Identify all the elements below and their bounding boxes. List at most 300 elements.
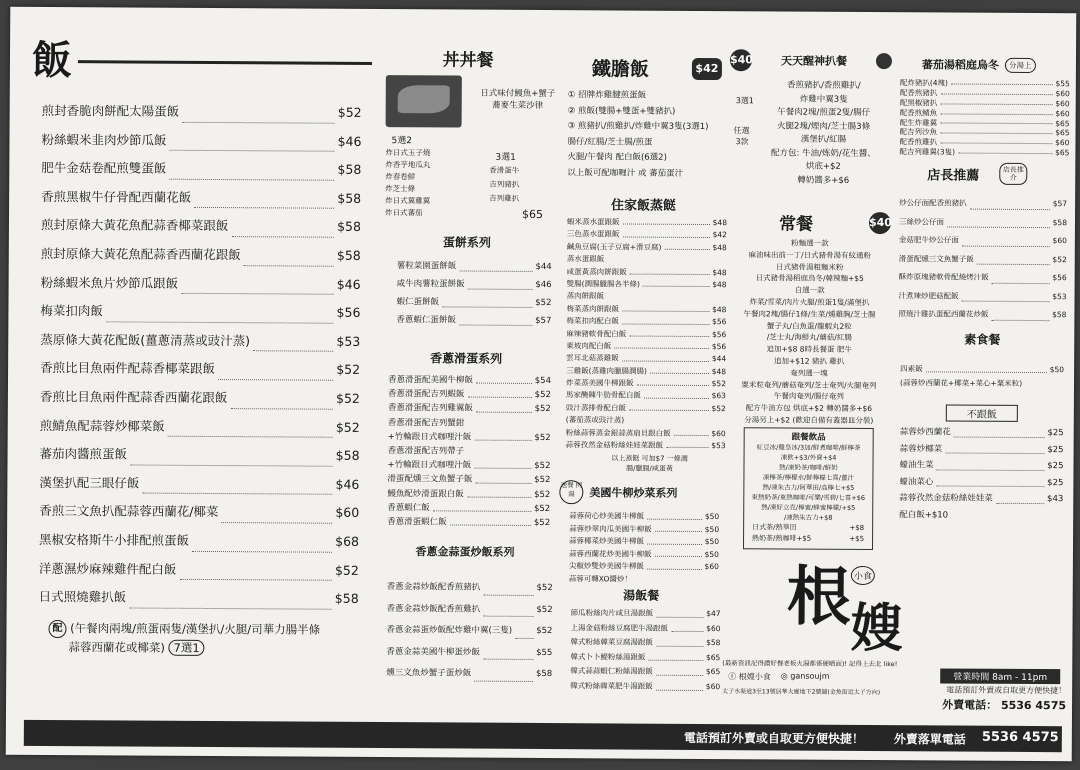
leader-dots bbox=[936, 457, 1044, 470]
menu-item bbox=[40, 411, 360, 442]
food-icon bbox=[876, 53, 892, 69]
item-price: $63 bbox=[711, 391, 726, 401]
menu-item bbox=[397, 275, 552, 294]
item-price: $42 bbox=[712, 230, 727, 240]
text-line: 炸春卷鮮 bbox=[385, 172, 416, 182]
leader-dots bbox=[622, 316, 709, 325]
eel-fish-icon bbox=[398, 85, 450, 113]
text-line: 自選一款 bbox=[794, 285, 825, 295]
menu-item bbox=[899, 507, 1063, 525]
drink-name: 熱奶茶/熱咖啡+$5 bbox=[752, 534, 812, 543]
menu-item bbox=[899, 490, 1063, 508]
item-price: $56 bbox=[712, 317, 727, 327]
item-price: $25 bbox=[1047, 477, 1064, 488]
menu-sheet bbox=[6, 7, 1077, 761]
item-name: 蒜蓉炒椰菜 bbox=[899, 443, 943, 454]
regular-list bbox=[724, 237, 895, 427]
phone-label: 外賣電話： bbox=[942, 698, 998, 712]
menu-item bbox=[387, 599, 553, 622]
leader-dots bbox=[474, 430, 531, 441]
item-name: 香煎比目魚兩件配蒜香椰菜跟飯 bbox=[40, 360, 216, 377]
tiantian-opt3: 3選1 bbox=[735, 96, 754, 106]
leader-dots bbox=[970, 195, 1050, 210]
leader-dots bbox=[954, 425, 1045, 438]
choose-5: 5選2 bbox=[391, 136, 412, 147]
leader-dots bbox=[936, 474, 1044, 487]
item-price: $47 bbox=[706, 609, 721, 619]
item-name: 香蔥金蒜炒飯配香煎雞扒 bbox=[386, 603, 481, 615]
item-price: $50 bbox=[704, 512, 720, 522]
menu-item bbox=[567, 278, 727, 291]
item-name: 香煎比目魚兩件配蒜香西蘭花跟飯 bbox=[39, 388, 228, 406]
text-line: 東熱奶茶/東熱咖啡/可樂/雪碧/七喜+$6 bbox=[751, 493, 866, 502]
leader-dots bbox=[476, 402, 532, 413]
menu-item bbox=[900, 376, 1064, 391]
text-line: ① 招牌炸雞腱煎蛋飯 bbox=[567, 90, 647, 101]
leader-dots bbox=[947, 213, 1050, 228]
side-icon: 配 bbox=[48, 619, 66, 637]
item-price: $57 bbox=[1052, 199, 1068, 209]
item-price: $43 bbox=[1047, 494, 1064, 505]
leader-dots bbox=[244, 241, 334, 266]
menu-item bbox=[41, 240, 361, 271]
facebook-icon[interactable]: ⓕ 根嫂小食 bbox=[728, 672, 771, 682]
leader-dots bbox=[515, 621, 533, 639]
text-line: ③ 煎豬扒/煎雞扒/炸雞中翼3隻(3選1) bbox=[567, 121, 709, 133]
leader-dots bbox=[622, 303, 709, 312]
item-name: 滑蛋配燻三文魚蟹子飯 bbox=[387, 474, 473, 485]
item-name: 韓式蒜蒜蝦仁粉絲湯跟飯 bbox=[570, 666, 653, 677]
item-price: $46 bbox=[335, 476, 360, 492]
item-name: 香蔥滑蛋配吉列雞翼飯 bbox=[387, 403, 473, 414]
menu-item bbox=[571, 606, 721, 622]
menu-item bbox=[40, 383, 360, 414]
drinks-box bbox=[743, 427, 874, 550]
item-price: $58 bbox=[334, 590, 359, 606]
leader-dots bbox=[671, 621, 703, 632]
item-name: 金菇肥牛炒公仔面 bbox=[898, 235, 959, 245]
menu-item bbox=[388, 387, 551, 402]
menu-item bbox=[39, 583, 359, 614]
item-name: 蒜蓉炒翠肉瓜美國牛柳飯 bbox=[569, 523, 652, 534]
item-price: $60 bbox=[706, 623, 721, 633]
menu-item bbox=[570, 621, 720, 637]
item-price: $54 bbox=[534, 375, 552, 387]
leader-dots bbox=[106, 297, 334, 323]
leader-dots bbox=[945, 441, 1044, 454]
donburi-list-3 bbox=[489, 164, 557, 206]
item-price: $48 bbox=[712, 267, 727, 277]
item-price: $60 bbox=[1052, 236, 1067, 246]
item-name: 香蔥滑蛋配吉列蝦飯 bbox=[387, 389, 465, 400]
menu-item bbox=[39, 440, 359, 471]
leader-dots bbox=[940, 128, 1052, 135]
leader-dots bbox=[655, 523, 702, 532]
choose-3: 3選1 bbox=[495, 152, 516, 163]
column-five bbox=[898, 12, 1070, 713]
item-price: $52 bbox=[533, 503, 551, 514]
item-name: 漢堡扒配三眼仔飯 bbox=[39, 474, 140, 491]
menu-item bbox=[570, 679, 720, 695]
text-line: /凍熱朱古力+$8 bbox=[783, 513, 833, 522]
item-price: $65 bbox=[705, 667, 721, 677]
tiantian-opt-free: 任選 bbox=[733, 126, 750, 136]
text-line: 午餐肉2塊/腸仔1條/生菜/燻雞胸/芝士腸 bbox=[743, 309, 876, 319]
item-price: $58 bbox=[337, 219, 362, 235]
leader-dots bbox=[622, 216, 709, 225]
text-line: 香煎豬扒/香煎雞扒/ bbox=[786, 80, 861, 91]
menu-item bbox=[899, 457, 1063, 475]
item-name: 粉絲蝦米韭肉炒節瓜飯 bbox=[41, 131, 167, 148]
item-price: $57 bbox=[535, 315, 552, 327]
text-line: 火腿/午餐肉 配白飯(6選2) bbox=[567, 152, 667, 163]
menu-item bbox=[569, 535, 719, 549]
item-name: 香蔥滑蛋配吉列蟹鉗 bbox=[387, 417, 465, 429]
item-name: 煎封原條大黃花魚配蒜香西蘭花跟飯 bbox=[40, 245, 241, 263]
phone-line bbox=[894, 696, 1066, 713]
item-name: 蒜蓉可轉XO醬炒！ bbox=[568, 574, 632, 584]
item-name: 燻三文魚炒蟹子蛋炒飯 bbox=[386, 668, 472, 679]
title-rule bbox=[78, 60, 372, 65]
item-name: 黑椒安格斯牛小排配煎蛋飯 bbox=[38, 531, 190, 548]
drink-row bbox=[752, 522, 864, 534]
item-price: $58 bbox=[706, 638, 721, 648]
item-name: 香蔥滑蛋配美國牛柳飯 bbox=[387, 375, 474, 386]
item-name: 雙腸(潤腸臘腸各半條) bbox=[566, 279, 640, 289]
item-price: $58 bbox=[1052, 310, 1067, 320]
menu-item bbox=[387, 577, 553, 600]
leader-dots bbox=[666, 440, 708, 449]
menu-item bbox=[570, 650, 720, 666]
menu-item bbox=[567, 241, 727, 254]
text-line: 炸菜/雪菜/肉片火腿/煎蛋1隻/滿堡扒 bbox=[749, 297, 870, 307]
drink-name: 日式茶/熱華田 bbox=[752, 523, 797, 532]
text-line: 熱/凍朱古力/阿華田/高檸七+$5 bbox=[762, 483, 855, 492]
chef-title: 店長推薦 bbox=[927, 167, 980, 184]
leader-dots bbox=[940, 108, 1052, 115]
menu-item bbox=[567, 216, 727, 229]
menu-item bbox=[898, 287, 1066, 307]
rice-note-line1: (午餐肉兩塊/煎蛋兩隻/漢堡扒/火腿/司華力腸半條 bbox=[70, 621, 321, 637]
menu-item bbox=[566, 439, 726, 452]
text-line: 炸雞中翼3隻 bbox=[799, 94, 848, 105]
scramble-list bbox=[387, 373, 551, 530]
brand-char-2: 嫂 bbox=[850, 597, 903, 660]
item-name: 香煎三文魚扒配蒜蓉西蘭花/椰菜 bbox=[39, 503, 219, 520]
menu-item bbox=[386, 620, 552, 643]
leader-dots bbox=[433, 501, 531, 512]
leader-dots bbox=[977, 250, 1050, 265]
item-price: $52 bbox=[534, 404, 551, 415]
udon-list bbox=[899, 78, 1069, 158]
leader-dots bbox=[962, 287, 1050, 302]
leader-dots bbox=[629, 402, 709, 411]
item-price: $56 bbox=[336, 304, 361, 321]
brand-char-1: 根 bbox=[786, 559, 851, 635]
leader-dots bbox=[647, 536, 702, 545]
leader-dots bbox=[629, 328, 709, 337]
menu-item bbox=[386, 663, 552, 686]
item-price: $52 bbox=[335, 419, 360, 435]
drinks-title: 跟餐飲品 bbox=[791, 432, 826, 443]
item-price: $60 bbox=[704, 562, 719, 572]
leader-dots bbox=[996, 491, 1044, 504]
menu-item bbox=[387, 458, 550, 473]
regular-title: 常餐 bbox=[778, 214, 814, 235]
text-line: 香滑蛋牛 bbox=[489, 165, 520, 175]
text-line: 奄列選一塊 bbox=[790, 368, 828, 378]
item-price: $25 bbox=[1047, 428, 1064, 439]
item-name: 蒸原條大黃花配飯(薑蔥清蒸或豉汁蒸) bbox=[40, 331, 251, 348]
item-price: $46 bbox=[337, 133, 362, 149]
text-line: 炸日式玉子燒 bbox=[385, 148, 431, 158]
phone-number[interactable]: 5536 4575 bbox=[1000, 698, 1067, 713]
leader-dots bbox=[474, 459, 531, 470]
item-price: $58 bbox=[337, 161, 362, 178]
donburi-list-5 bbox=[385, 147, 465, 219]
item-price: $50 bbox=[1049, 365, 1065, 375]
leader-dots bbox=[656, 607, 703, 618]
menu-item bbox=[899, 268, 1067, 288]
footer-note: 電話預訂外賣或自取更方便快捷！ bbox=[683, 730, 864, 746]
item-price: $48 bbox=[712, 279, 727, 290]
menu-item bbox=[569, 561, 719, 575]
leader-dots bbox=[194, 184, 334, 209]
leader-dots bbox=[656, 636, 703, 647]
tiantian-price: $40 bbox=[730, 49, 752, 71]
item-name: 配香煎豬扒 bbox=[899, 88, 938, 98]
leader-dots bbox=[650, 365, 709, 374]
item-price: $65 bbox=[1055, 128, 1070, 138]
menu-item bbox=[40, 326, 360, 357]
facebook-handle: 根嫂小食 bbox=[738, 672, 771, 682]
column-two bbox=[378, 9, 558, 680]
teppan-list bbox=[567, 88, 730, 182]
leader-dots bbox=[656, 680, 703, 691]
item-name: 雲耳北菇蒸雞飯 bbox=[566, 353, 619, 363]
menu-item bbox=[567, 253, 727, 266]
leader-dots bbox=[483, 599, 533, 617]
item-name: 蝦仁蛋餅飯 bbox=[396, 297, 440, 308]
item-price: $52 bbox=[711, 403, 726, 413]
item-name: 四素飯 bbox=[900, 364, 923, 374]
scramble-title: 香蔥滑蛋系列 bbox=[430, 351, 503, 366]
rice-note bbox=[48, 619, 358, 657]
item-price: $52 bbox=[534, 432, 551, 443]
item-name: 蠔油生菜 bbox=[899, 460, 934, 471]
phone-note: 電話預訂外賣或自取更方便快捷！ bbox=[946, 685, 1067, 696]
menu-item bbox=[569, 523, 719, 537]
menu-item bbox=[388, 444, 551, 459]
menu-item bbox=[42, 97, 362, 128]
item-name: 馬家醃陳牛肋骨配白飯 bbox=[565, 390, 641, 401]
item-name: 咸蛋黃蒸肉餅跟飯 bbox=[566, 266, 627, 277]
item-price: $46 bbox=[336, 276, 361, 292]
item-price: $52 bbox=[534, 489, 551, 500]
regular-price: $40 bbox=[869, 212, 891, 234]
soup-meal-title: 湯飯餐 bbox=[623, 588, 660, 603]
item-name: 洋蔥濕炒麻辣雞件配白飯 bbox=[38, 560, 177, 577]
leader-dots bbox=[483, 578, 533, 596]
leader-dots bbox=[940, 98, 1052, 105]
item-price: $25 bbox=[1047, 444, 1064, 455]
leader-dots bbox=[622, 229, 709, 238]
leader-dots bbox=[442, 293, 532, 308]
text-line: 吉列豬扒 bbox=[489, 179, 520, 189]
item-name: 配炸豬扒(4塊) bbox=[899, 78, 948, 88]
item-price: $65 bbox=[705, 652, 721, 662]
item-name: 粉絲蒜蓉蒸金銀蒜蒸扇貝跟白飯 bbox=[565, 427, 671, 438]
menu-item bbox=[386, 642, 552, 665]
item-name: 香蔥滑蛋蝦仁飯 bbox=[387, 516, 447, 528]
menu-item bbox=[566, 315, 726, 328]
item-name: 煎鯖魚配蒜蓉炒椰菜飯 bbox=[39, 417, 165, 434]
udon-tag: 分湯上 bbox=[1005, 57, 1036, 72]
item-price: $53 bbox=[336, 333, 361, 349]
teppan-price: $42 bbox=[692, 57, 722, 79]
item-name: +竹輪跟日式咖哩汁飯 bbox=[387, 431, 472, 443]
item-name: 鹹魚豆腐(玉子豆腐+滑豆腐) bbox=[566, 241, 662, 252]
menu-item bbox=[899, 147, 1069, 158]
menu-item bbox=[566, 390, 726, 403]
no-rice-list bbox=[899, 424, 1064, 524]
item-name: 照燒汁雞扒蛋配西蘭花炒飯 bbox=[898, 309, 989, 319]
text-line: 凍飲+$3/外賣+$4 bbox=[780, 453, 837, 462]
claypot-title: 住家飯蒸餸 bbox=[611, 198, 677, 214]
rice-note-badge: 7選1 bbox=[168, 639, 204, 655]
item-price: $46 bbox=[535, 279, 552, 291]
item-price: $56 bbox=[711, 341, 727, 352]
item-name: 煎封原條大黃花魚配蒜香椰菜跟飯 bbox=[40, 217, 229, 234]
item-name: 配吉列沙魚 bbox=[899, 127, 938, 137]
leader-dots bbox=[992, 269, 1050, 284]
drink-price: +$8 bbox=[849, 523, 865, 532]
item-price: $60 bbox=[1055, 108, 1070, 118]
item-name: 香蔥金蒜炒飯配香煎豬扒 bbox=[386, 582, 481, 593]
menu-item bbox=[396, 311, 551, 330]
item-name: 蒜蓉西蘭花炒美國牛柳飯 bbox=[568, 548, 652, 559]
instagram-handle: gansoujm bbox=[790, 671, 830, 681]
item-name: 煎封香脆肉餅配太陽蛋飯 bbox=[41, 102, 180, 119]
item-name: 粉絲蝦米魚片炒節瓜跟飯 bbox=[40, 274, 179, 291]
item-price: $52 bbox=[334, 562, 359, 578]
text-line: 炸日式翼雞翼 bbox=[385, 196, 431, 206]
omelet-list bbox=[396, 257, 551, 330]
menu-item bbox=[566, 427, 726, 440]
leader-dots bbox=[475, 473, 531, 484]
menu-item bbox=[900, 424, 1064, 442]
rice-list bbox=[39, 97, 362, 614]
address: 太子水渠道3至13號居華大廈地下2號舖(金魚街近太子方向) bbox=[722, 688, 881, 697]
item-price: $52 bbox=[534, 475, 551, 486]
item-price: $52 bbox=[536, 625, 553, 637]
item-price: $52 bbox=[337, 104, 362, 120]
leader-dots bbox=[647, 561, 702, 570]
leader-dots bbox=[253, 327, 334, 352]
opening-hours: 營業時間 8am - 11pm bbox=[940, 668, 1060, 684]
leader-dots bbox=[962, 232, 1050, 247]
menu-item bbox=[900, 362, 1064, 377]
instagram-icon[interactable]: ◎ gansoujm bbox=[780, 671, 830, 681]
text-line: 以上飯可配咖喱汁 或 蕃茄蛋汁 bbox=[567, 167, 684, 179]
soup-badge: 送餐 例湯 bbox=[559, 480, 583, 504]
item-name: 上湯金菇粉絲豆腐肥牛湯跟飯 bbox=[570, 622, 669, 633]
leader-dots bbox=[656, 665, 703, 676]
teppan-header bbox=[572, 54, 722, 82]
chef-list bbox=[898, 194, 1067, 325]
item-name: 三雞飯(蒸雞肉臘腸潤腸) bbox=[566, 365, 647, 376]
text-line: 追加+$8 8時長餐蛋 肥牛 bbox=[766, 344, 852, 355]
footer-phone[interactable]: 5536 4575 bbox=[981, 729, 1059, 746]
leader-dots bbox=[221, 498, 332, 523]
item-price: $50 bbox=[704, 524, 720, 534]
menu-item bbox=[39, 469, 359, 500]
item-price: $44 bbox=[711, 354, 727, 364]
menu-item bbox=[388, 401, 551, 416]
menu-item bbox=[899, 474, 1063, 492]
item-name: 蒜蓉椰菜炒美國牛柳飯 bbox=[569, 536, 645, 546]
beef-list bbox=[569, 510, 719, 586]
item-name: 蒸水蛋跟飯 bbox=[566, 254, 605, 264]
leader-dots bbox=[459, 311, 532, 325]
item-name: 節瓜粉絲肉片咸旦湯跟飯 bbox=[570, 608, 654, 618]
text-line: 粉麵選一款 bbox=[791, 238, 829, 248]
menu-item bbox=[899, 250, 1067, 270]
text-line: 午餐肉2塊/煎蛋2隻/腸仔 bbox=[777, 107, 871, 119]
item-name: 薯粒菜園蛋餅飯 bbox=[396, 261, 457, 272]
item-name: 酥炸原塊豬軟骨配燒烤汁飯 bbox=[898, 272, 989, 282]
item-name: 韓式粉絲韓菜肥牛湯跟飯 bbox=[570, 681, 653, 691]
item-price: $52 bbox=[336, 390, 360, 406]
donburi-box-title: 日式味付鰻魚+蟹子蕎麥生菜沙律 bbox=[480, 88, 556, 112]
item-price: $53 bbox=[711, 441, 726, 451]
leader-dots bbox=[643, 279, 709, 288]
beef-title: 美國牛柳炒菜系列 bbox=[589, 486, 678, 500]
item-name: 麻辣豬軟骨配白飯 bbox=[566, 328, 627, 339]
leader-dots bbox=[474, 664, 533, 682]
drink-price: +$5 bbox=[849, 534, 865, 543]
menu-item bbox=[566, 340, 726, 353]
leader-dots bbox=[940, 138, 1052, 145]
item-price: $52 bbox=[534, 461, 551, 472]
teppan-title: 鐵膽飯 bbox=[591, 58, 650, 81]
veg-list bbox=[900, 362, 1064, 391]
text-line: 火腿2塊/煙肉/芝士腸3條 bbox=[777, 120, 871, 132]
column-four bbox=[722, 11, 903, 697]
item-name: 尖椒炒雙炒美國牛柳飯 bbox=[568, 561, 644, 572]
regular-header bbox=[765, 209, 891, 235]
item-name: 香蔥蝦仁飯 bbox=[387, 502, 430, 514]
item-name: 豉汁蒸排骨配白飯 bbox=[565, 403, 626, 413]
item-name: 蕃茄肉醬煎蛋飯 bbox=[39, 446, 128, 462]
text-line: 分湯另上+$2 (歡迎自備有蓋器皿分裝) bbox=[744, 415, 874, 425]
item-price: $60 bbox=[1055, 138, 1070, 148]
menu-item bbox=[39, 554, 359, 585]
menu-item bbox=[570, 665, 720, 681]
text-line: 日式豬骨湯粗麵米粉 bbox=[775, 262, 844, 272]
column-three bbox=[560, 10, 728, 692]
item-name: 配白飯+$10 bbox=[899, 509, 949, 520]
leader-dots bbox=[664, 242, 709, 251]
text-line: 配方包: 牛油/炼奶/花生醬、 bbox=[770, 147, 876, 159]
udon-header bbox=[898, 56, 1070, 73]
item-price: $48 bbox=[711, 366, 727, 376]
item-price: $58 bbox=[336, 247, 361, 263]
menu-item bbox=[387, 515, 550, 530]
footer-label: 外賣落單電話 bbox=[893, 732, 966, 747]
item-name: (蒜蓉炒西蘭花+椰菜+菜心+粟米粒) bbox=[899, 378, 1023, 388]
menu-item bbox=[566, 290, 726, 303]
